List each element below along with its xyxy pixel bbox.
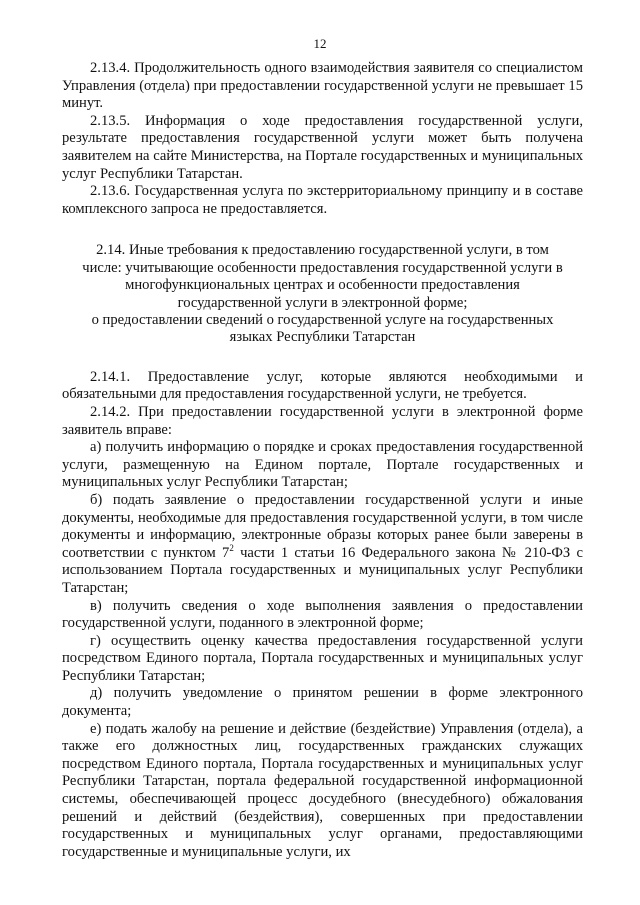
section-heading-part2: о предоставлении сведений о государственной услуге на государственных языках Республики Татарстан xyxy=(91,311,554,346)
document-body xyxy=(62,60,583,861)
list-item-e: е) подать жалобу на решение и действие (бездействие) Управления (отдела), а также его должностных лиц, государственных гражданских служащих посредством Единого портала, Портала государственных и муниципальных услуг Республики Татарстан, портала федеральной государственной информационной системы, обеспечивающей процесс досудебного (внесудебного) обжалования решений и действий (бездействия), совершенных при предоставлении государственных и муниципальных услуг органами, предоставляющими государственные и муниципальные услуги, их xyxy=(62,720,583,860)
paragraph-2-13-4: 2.13.4. Продолжительность одного взаимодействия заявителя со специалистом Управления (отдела) при предоставлении государственной услуги не превышает 15 минут. xyxy=(62,60,583,112)
list-item-v: в) получить сведения о ходе выполнения заявления о предоставлении государственной услуги, поданного в электронной форме; xyxy=(62,597,583,632)
list-item-g: г) осуществить оценку качества предоставления государственной услуги посредством Единого портала, Портала государственных и муниципальных услуг Республики Татарстан; xyxy=(62,632,583,684)
list-item-b-text-cont: части 1 статьи 16 Федерального закона № 210-ФЗ с использованием Портала государственных и муниципальных услуг Республики Татарстан; xyxy=(62,544,583,596)
paragraph-2-14-2: 2.14.2. При предоставлении государственной услуги в электронной форме заявитель вправе: xyxy=(62,403,583,438)
paragraph-2-13-6: 2.13.6. Государственная услуга по экстерриториальному принципу и в составе комплексного запроса не предоставляется. xyxy=(62,183,583,217)
list-item-b xyxy=(62,492,583,598)
page-number: 12 xyxy=(313,36,327,51)
list-item-b-text: б) подать заявление о предоставлении государственной услуги и иные документы, необходимые для предоставления государственной услуги, в том числе документы и информацию, электронные образы которых ранее были заверены в соответствии с пунктом 7 xyxy=(62,491,583,561)
section-heading-2-14 xyxy=(62,242,583,346)
paragraph-2-14-1: 2.14.1. Предоставление услуг, которые являются необходимыми и обязательными для предоставления государственной услуги, не требуется. xyxy=(62,368,583,403)
paragraph-2-13-5: 2.13.5. Информация о ходе предоставления государственной услуги, результате предоставления государственной услуги может быть получена заявителем на сайте Министерства, на Портале государственных и муниципальных услуг Республики Татарстан. xyxy=(62,112,583,182)
list-item-b-superscript: 2 xyxy=(229,542,234,553)
list-item-d: д) получить уведомление о принятом решении в форме электронного документа; xyxy=(62,685,583,720)
list-item-a: а) получить информацию о порядке и сроках предоставления государственной услуги, размещенную на Едином портале, Портале государственных и муниципальных услуг Республики Татарстан; xyxy=(62,439,583,491)
section-heading-part1: 2.14. Иные требования к предоставлению государственной услуги, в том числе: учитывающие особенности предоставления государственной услуги в многофункциональных центрах и особенности предоставления государственной услуги в электронной форме; xyxy=(82,242,563,311)
